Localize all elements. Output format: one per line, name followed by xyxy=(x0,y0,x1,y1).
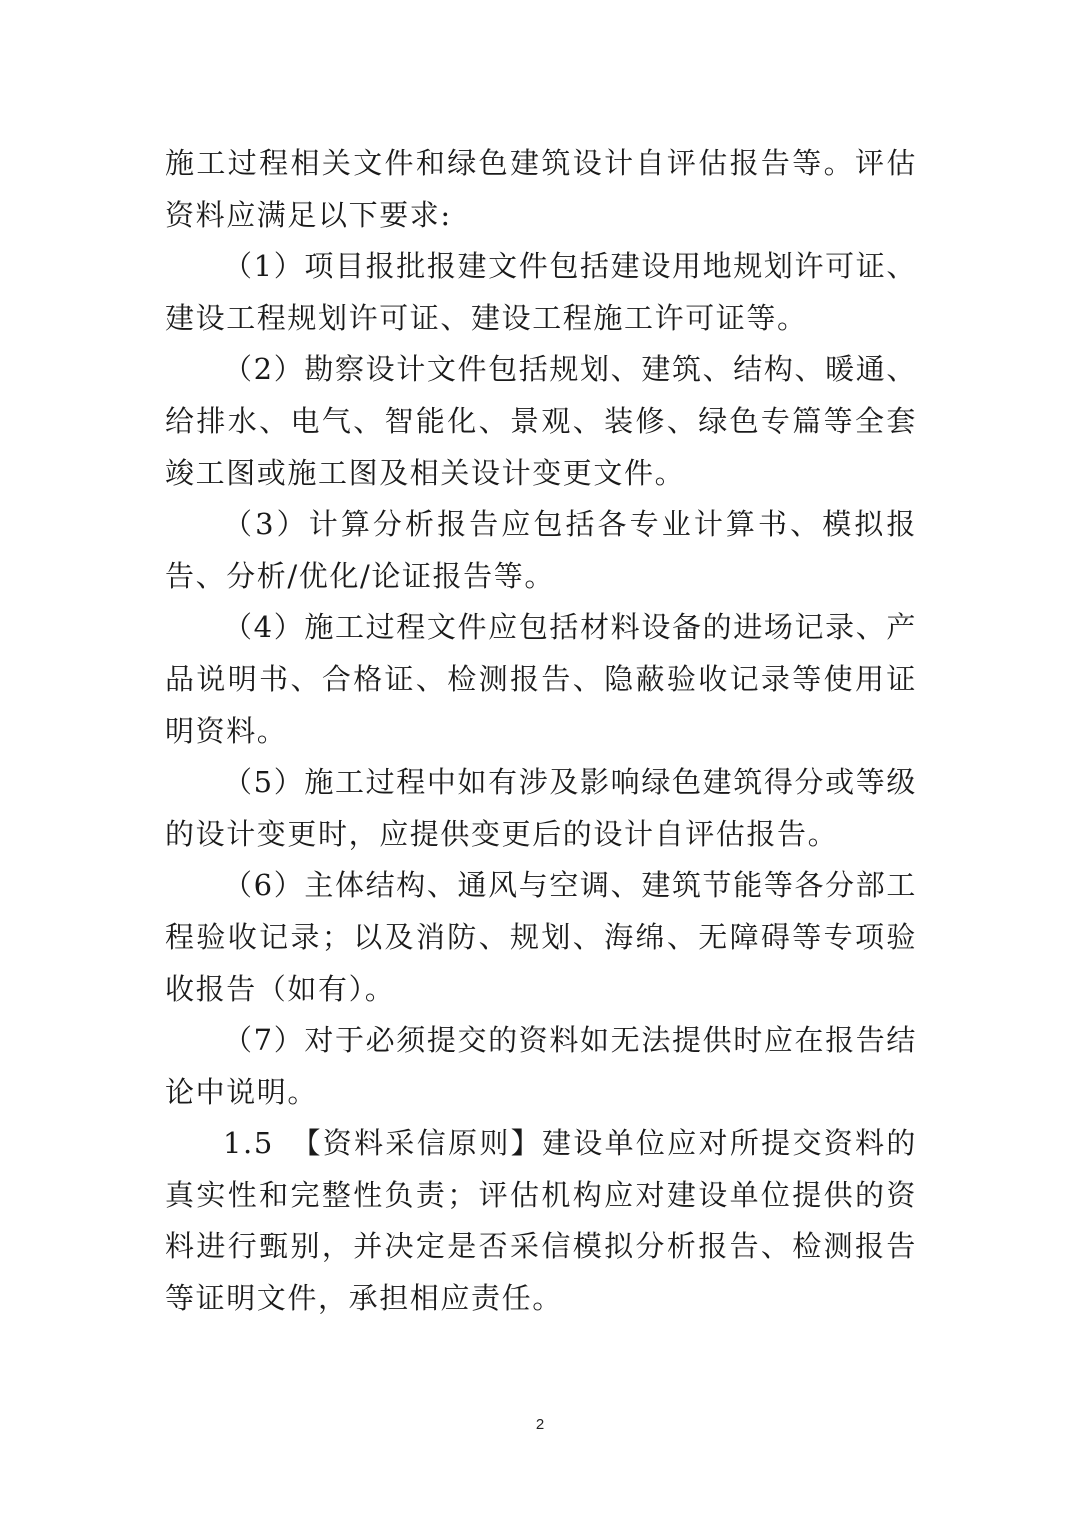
paragraph-item-1: （1）项目报批报建文件包括建设用地规划许可证、建设工程规划许可证、建设工程施工许可证等。 xyxy=(165,249,917,335)
paragraph-item-2: （2）勘察设计文件包括规划、建筑、结构、暖通、给排水、电气、智能化、景观、装修、绿色专篇等全套竣工图或施工图及相关设计变更文件。 xyxy=(165,352,917,490)
paragraph-item-6: （6）主体结构、通风与空调、建筑节能等各分部工程验收记录；以及消防、规划、海绵、无障碍等专项验收报告（如有）。 xyxy=(165,868,917,1006)
paragraph-item-7: （7）对于必须提交的资料如无法提供时应在报告结论中说明。 xyxy=(165,1023,917,1109)
paragraph-continuation: 施工过程相关文件和绿色建筑设计自评估报告等。评估资料应满足以下要求: xyxy=(165,146,917,232)
paragraph-item-4: （4）施工过程文件应包括材料设备的进场记录、产品说明书、合格证、检测报告、隐蔽验收记录等使用证明资料。 xyxy=(165,610,917,748)
paragraph-item-3: （3）计算分析报告应包括各专业计算书、模拟报告、分析/优化/论证报告等。 xyxy=(165,507,917,593)
paragraph-section-1-5: 1.5 【资料采信原则】建设单位应对所提交资料的真实性和完整性负责；评估机构应对建设单位提供的资料进行甄别，并决定是否采信模拟分析报告、检测报告等证明文件，承担相应责任。 xyxy=(165,1126,917,1316)
document-body xyxy=(165,138,917,1325)
page-number: 2 xyxy=(535,1416,545,1433)
paragraph-item-5: （5）施工过程中如有涉及影响绿色建筑得分或等级的设计变更时，应提供变更后的设计自评估报告。 xyxy=(165,765,917,851)
